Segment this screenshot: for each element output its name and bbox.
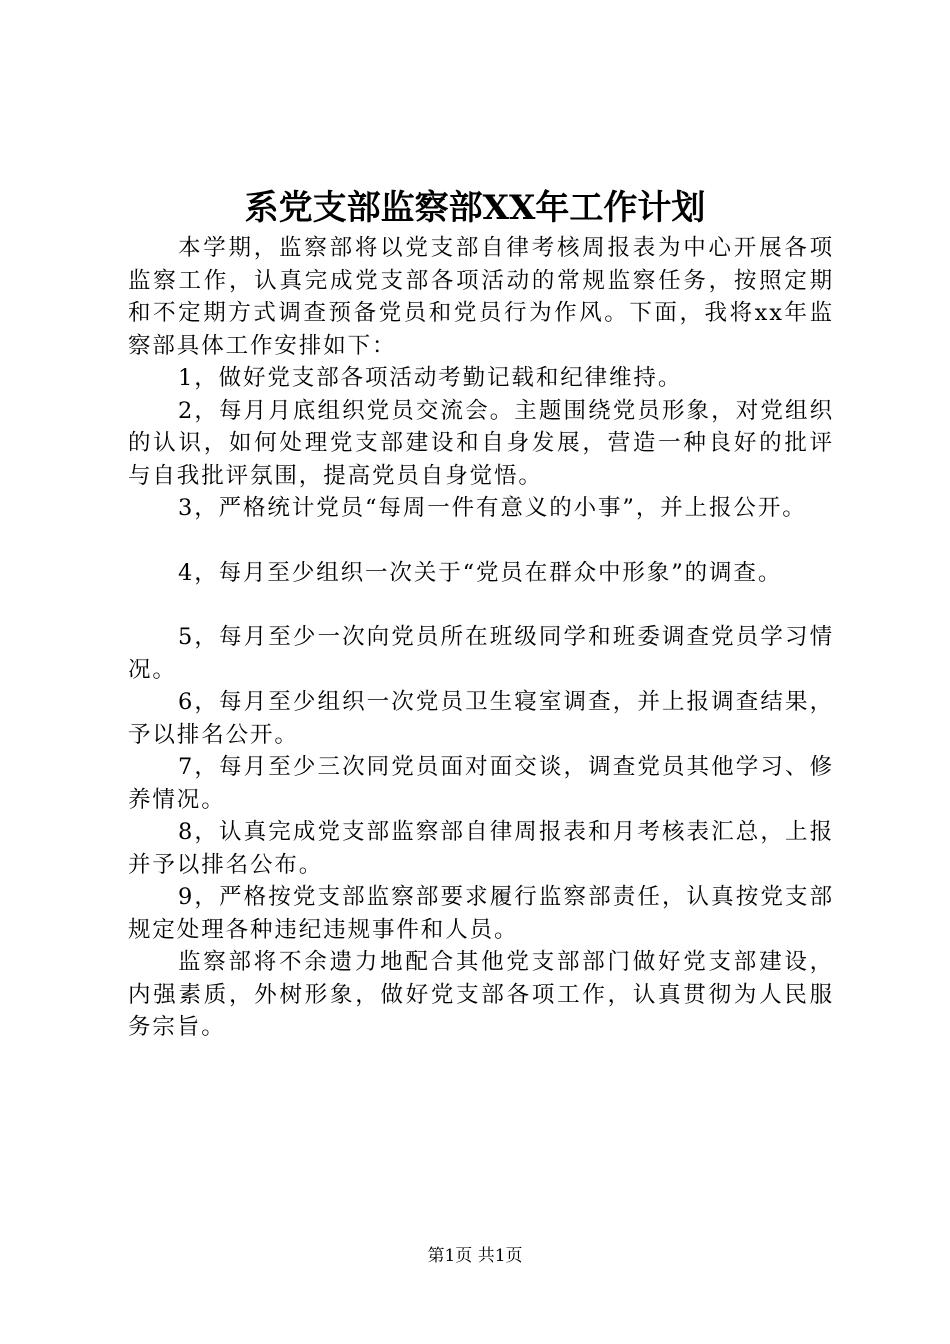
- paragraph-item-5: 5，每月至少一次向党员所在班级同学和班委调查党员学习情况。: [128, 624, 834, 683]
- document-title: 系党支部监察部XX年工作计划: [244, 188, 706, 228]
- paragraph-item-6: 6，每月至少组织一次党员卫生寝室调查，并上报调查结果，予以排名公开。: [128, 689, 834, 748]
- paragraph-item-8: 8，认真完成党支部监察部自律周报表和月考核表汇总，上报并予以排名公布。: [128, 819, 834, 878]
- paragraph-item-4: 4，每月至少组织一次关于“党员在群众中形象”的调查。: [178, 559, 783, 586]
- paragraph-item-9: 9，严格按党支部监察部要求履行监察部责任，认真按党支部规定处理各种违纪违规事件和人员。: [128, 884, 834, 943]
- paragraph-intro: 本学期，监察部将以党支部自律考核周报表为中心开展各项监察工作，认真完成党支部各项活动的常规监察任务，按照定期和不定期方式调查预备党员和党员行为作风。下面，我将xx年监察部具体工作安排如下：: [128, 235, 834, 359]
- paragraph-item-2: 2，每月月底组织党员交流会。主题围绕党员形象，对党组织的认识，如何处理党支部建设和自身发展，营造一种良好的批评与自我批评氛围，提高党员自身觉悟。: [128, 397, 834, 489]
- paragraph-item-3: 3，严格统计党员“每周一件有意义的小事”，并上报公开。: [178, 495, 807, 521]
- document-body: [128, 232, 834, 1044]
- page-footer: 第1页 共1页: [427, 1246, 523, 1266]
- paragraph-conclusion: 监察部将不余遗力地配合其他党支部部门做好党支部建设，内强素质，外树形象，做好党支部各项工作，认真贯彻为人民服务宗旨。: [128, 949, 834, 1040]
- paragraph-item-7: 7，每月至少三次同党员面对面交谈，调查党员其他学习、修养情况。: [128, 754, 834, 813]
- paragraph-item-1: 1，做好党支部各项活动考勤记载和纪律维持。: [178, 365, 683, 391]
